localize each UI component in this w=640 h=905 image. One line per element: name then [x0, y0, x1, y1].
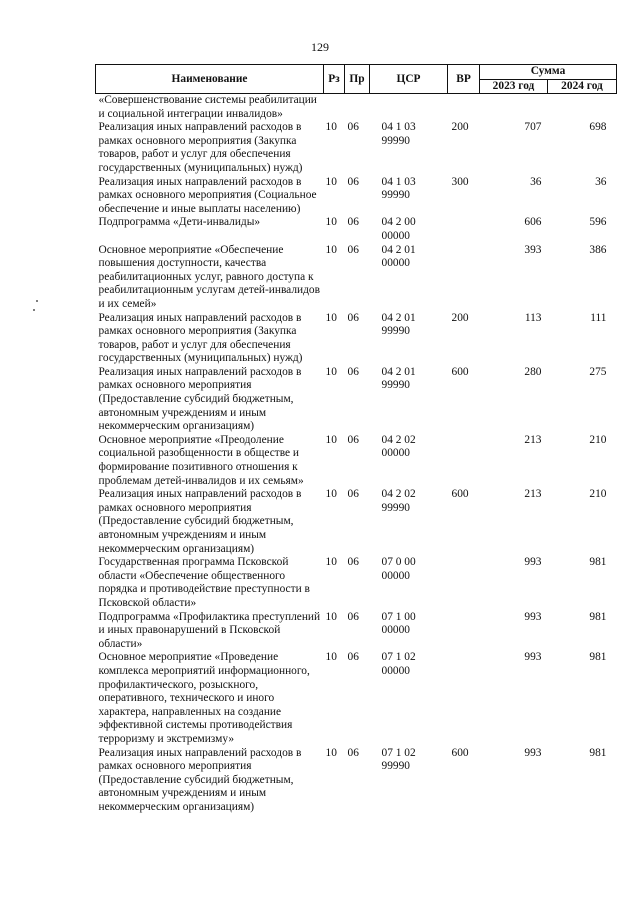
- table-row: [96, 121, 617, 175]
- cell-sum-2024: 111: [590, 311, 607, 324]
- cell-sum-2023: 707: [524, 121, 542, 134]
- cell-rz: 10: [325, 556, 337, 569]
- table-row: [96, 176, 617, 217]
- cell-sum-2023: 36: [530, 175, 542, 188]
- cell-sum-2024: 596: [589, 216, 607, 229]
- cell-sum-2024: 386: [589, 243, 607, 256]
- cell-rz: 10: [325, 175, 337, 188]
- cell-sum-2023: 393: [524, 243, 542, 256]
- cell-name: Реализация иных направлений расходов в рамках основного мероприятия (Предоставление субсидий бюджетным, автономным учреждениям и иным некоммерческим организациям): [98, 365, 302, 433]
- cell-rz: 10: [325, 311, 337, 324]
- cell-name: Реализация иных направлений расходов в рамках основного мероприятия (Социальное обеспечение и иные выплаты населению): [98, 175, 317, 215]
- cell-vr: 600: [451, 746, 469, 759]
- cell-sum-2023: 280: [524, 365, 542, 378]
- cell-name: Реализация иных направлений расходов в рамках основного мероприятия (Закупка товаров, работ и услуг для обеспечения государственных (муниципальных) нужд): [98, 311, 303, 365]
- cell-rz: 10: [325, 243, 337, 256]
- table-row: [96, 611, 617, 652]
- table-row: [96, 312, 617, 366]
- page-number: 129: [311, 40, 329, 54]
- table-header: [96, 65, 617, 94]
- cell-sum-2023: 213: [524, 488, 542, 501]
- cell-vr: [448, 244, 480, 312]
- cell-csr: 04 2 02 00000: [381, 433, 416, 460]
- cell-sum-2024: 275: [589, 365, 607, 378]
- table-row: [96, 556, 617, 610]
- table-body: [96, 94, 617, 815]
- header-year-2024: 2024 год: [548, 79, 617, 94]
- cell-pr: 06: [347, 216, 359, 229]
- cell-pr: 06: [347, 311, 359, 324]
- header-rz: Рз: [324, 65, 345, 94]
- header-csr: ЦСР: [370, 65, 448, 94]
- table-row: [96, 747, 617, 815]
- cell-sum-2024: 36: [595, 175, 607, 188]
- cell-rz: 10: [325, 610, 337, 623]
- cell-csr: 07 1 02 99990: [381, 746, 416, 773]
- cell-rz: 10: [325, 216, 337, 229]
- cell-vr: [448, 94, 480, 122]
- cell-csr: 04 2 01 99990: [381, 311, 416, 338]
- cell-rz: [324, 94, 345, 122]
- cell-name: «Совершенствование системы реабилитации и социальной интеграции инвалидов»: [98, 94, 317, 120]
- table-row: [96, 434, 617, 488]
- budget-table: [95, 64, 617, 814]
- cell-csr: 04 2 00 00000: [381, 216, 416, 242]
- cell-pr: 06: [347, 746, 359, 759]
- cell-name: Подпрограмма «Профилактика преступлений и иных правонарушений в Псковской области»: [98, 610, 321, 650]
- cell-sum-2024: 698: [589, 121, 607, 134]
- header-pr: Пр: [345, 65, 370, 94]
- cell-pr: 06: [347, 121, 359, 134]
- cell-sum-2023: [480, 94, 548, 122]
- table-row: [96, 216, 617, 243]
- cell-sum-2024: 210: [589, 433, 607, 446]
- cell-pr: 06: [347, 651, 359, 664]
- cell-rz: 10: [325, 488, 337, 501]
- cell-csr: 04 1 03 99990: [381, 121, 416, 147]
- scan-speck: [36, 300, 38, 302]
- cell-name: Основное мероприятие «Преодоление социальной разобщенности в обществе и формирование позитивного отношения к проблемам детей-инвалидов и их семьям»: [98, 433, 304, 487]
- cell-rz: 10: [325, 365, 337, 378]
- cell-sum-2024: [548, 94, 617, 122]
- cell-csr: [370, 94, 448, 122]
- cell-csr: 04 2 01 00000: [381, 243, 416, 270]
- header-vr: ВР: [448, 65, 480, 94]
- cell-vr: 200: [451, 121, 469, 134]
- cell-name: Реализация иных направлений расходов в рамках основного мероприятия (Закупка товаров, работ и услуг для обеспечения государственных (муниципальных) нужд): [98, 121, 303, 174]
- cell-pr: 06: [347, 488, 359, 501]
- cell-vr: [448, 216, 480, 243]
- cell-vr: 300: [451, 175, 469, 188]
- cell-pr: 06: [347, 556, 359, 569]
- cell-pr: 06: [347, 365, 359, 378]
- cell-sum-2024: 981: [589, 746, 607, 759]
- cell-vr: 600: [451, 488, 469, 501]
- cell-pr: 06: [347, 175, 359, 188]
- cell-rz: 10: [325, 433, 337, 446]
- header-sum: Сумма: [480, 65, 617, 80]
- cell-name: Реализация иных направлений расходов в рамках основного мероприятия (Предоставление субсидий бюджетным, автономным учреждениям и иным некоммерческим организациям): [98, 746, 302, 813]
- table-row: [96, 651, 617, 746]
- cell-csr: 04 1 03 99990: [381, 175, 416, 202]
- cell-sum-2023: 993: [524, 746, 542, 759]
- cell-sum-2024: 210: [589, 488, 607, 501]
- cell-name: Подпрограмма «Дети-инвалиды»: [98, 216, 261, 229]
- cell-sum-2024: 981: [589, 556, 607, 569]
- cell-csr: 07 1 02 00000: [381, 651, 416, 677]
- cell-csr: 07 1 00 00000: [381, 610, 416, 637]
- cell-pr: [345, 94, 370, 122]
- cell-name: Реализация иных направлений расходов в рамках основного мероприятия (Предоставление субсидий бюджетным, автономным учреждениям и иным некоммерческим организациям): [98, 488, 302, 555]
- cell-name: Государственная программа Псковской области «Обеспечение общественного порядка и противодействие преступности в Псковской области»: [98, 556, 310, 609]
- cell-sum-2023: 606: [524, 216, 542, 229]
- cell-sum-2023: 113: [524, 311, 542, 324]
- cell-sum-2023: 213: [524, 433, 542, 446]
- cell-csr: 04 2 02 99990: [381, 488, 416, 514]
- cell-vr: [448, 651, 480, 746]
- cell-vr: [448, 434, 480, 488]
- cell-vr: [448, 611, 480, 652]
- cell-name: Основное мероприятие «Проведение комплекса мероприятий информационного, профилактического, розыскного, оперативного, технического и иного характера, направленных на создание эффективной системы противодействия терроризму и экстремизму»: [98, 651, 310, 745]
- cell-csr: 07 0 00 00000: [381, 556, 416, 582]
- header-year-2023: 2023 год: [480, 79, 548, 94]
- cell-sum-2023: 993: [524, 610, 542, 623]
- header-name: Наименование: [96, 65, 324, 94]
- table-row: [96, 94, 617, 122]
- table-row: [96, 488, 617, 556]
- cell-sum-2023: 993: [524, 556, 542, 569]
- cell-rz: 10: [325, 651, 337, 664]
- cell-vr: 200: [451, 311, 469, 324]
- table-row: [96, 366, 617, 434]
- cell-sum-2024: 981: [589, 610, 607, 623]
- cell-pr: 06: [347, 243, 359, 256]
- scan-speck: [33, 309, 35, 311]
- cell-sum-2023: 993: [524, 651, 542, 664]
- cell-pr: 06: [347, 433, 359, 446]
- table-row: [96, 244, 617, 312]
- cell-vr: [448, 556, 480, 610]
- cell-vr: 600: [451, 365, 469, 378]
- cell-name: Основное мероприятие «Обеспечение повышения доступности, качества реабилитационных услуг, равного доступа к реабилитационным услугам детей-инвалидов и их семей»: [98, 243, 320, 310]
- cell-csr: 04 2 01 99990: [381, 365, 416, 392]
- cell-rz: 10: [325, 121, 337, 134]
- cell-rz: 10: [325, 746, 337, 759]
- cell-sum-2024: 981: [589, 651, 607, 664]
- cell-pr: 06: [347, 610, 359, 623]
